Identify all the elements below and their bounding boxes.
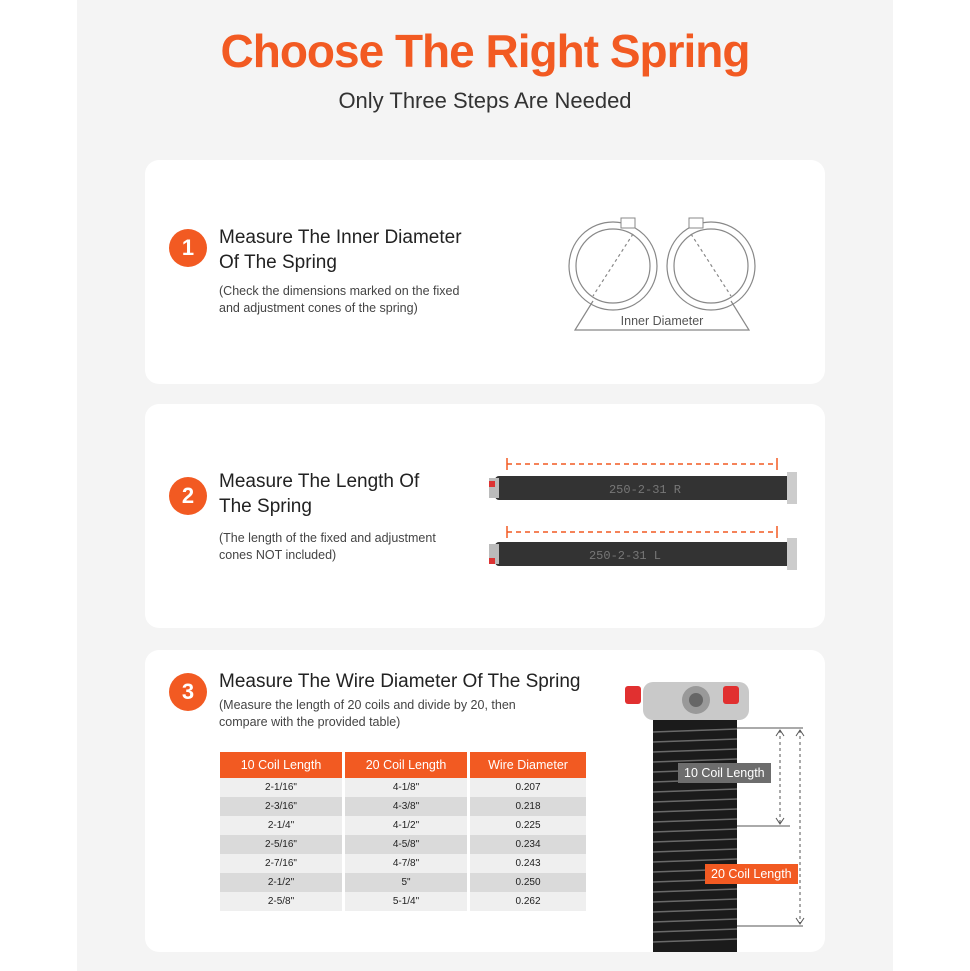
step-2-note-line2: cones NOT included) [219, 548, 337, 562]
table-cell: 2-5/8" [220, 892, 344, 911]
page-subtitle: Only Three Steps Are Needed [338, 88, 632, 113]
table-row [220, 816, 588, 835]
step-3-note [219, 697, 516, 731]
step-1-number: 1 [169, 229, 207, 267]
step-2-number: 2 [169, 477, 207, 515]
step-1-heading [219, 225, 462, 275]
table-row [220, 797, 588, 816]
ten-coil-length-label: 10 Coil Length [678, 763, 771, 783]
table-cell: 4-5/8" [344, 835, 469, 854]
table-cell: 2-5/16" [220, 835, 344, 854]
spring-r-label: 250-2-31 R [608, 483, 682, 497]
step-2-card [145, 404, 825, 628]
inner-diameter-diagram [563, 216, 763, 336]
step-2-note-line1: (The length of the fixed and adjustment [219, 531, 436, 545]
table-cell: 2-1/4" [220, 816, 344, 835]
table-row [220, 835, 588, 854]
step-2-heading-line2: The Spring [219, 496, 312, 517]
table-cell: 4-7/8" [344, 854, 469, 873]
table-cell: 0.250 [469, 873, 588, 892]
table-cell: 2-1/2" [220, 873, 344, 892]
table-cell: 0.234 [469, 835, 588, 854]
step-3-number: 3 [169, 673, 207, 711]
wire-diameter-table [220, 752, 589, 911]
table-row [220, 873, 588, 892]
step-1-heading-line2: Of The Spring [219, 252, 337, 273]
spring-length-diagram [485, 454, 805, 584]
step-3-note-line2: compare with the provided table) [219, 715, 401, 729]
table-header: 20 Coil Length [344, 752, 469, 778]
table-cell: 5" [344, 873, 469, 892]
table-row [220, 854, 588, 873]
table-row [220, 778, 588, 797]
table-cell: 0.262 [469, 892, 588, 911]
step-1-note-line2: and adjustment cones of the spring) [219, 301, 418, 315]
step-3-heading: Measure The Wire Diameter Of The Spring [219, 671, 581, 692]
table-cell: 4-1/2" [344, 816, 469, 835]
table-cell: 5-1/4" [344, 892, 469, 911]
table-header-row [220, 752, 588, 778]
table-cell: 4-1/8" [344, 778, 469, 797]
table-cell: 2-7/16" [220, 854, 344, 873]
step-3-note-line1: (Measure the length of 20 coils and divide by 20, then [219, 698, 516, 712]
table-header: Wire Diameter [469, 752, 588, 778]
table-cell: 2-3/16" [220, 797, 344, 816]
table-cell: 0.218 [469, 797, 588, 816]
step-1-heading-line1: Measure The Inner Diameter [219, 227, 462, 248]
table-cell: 4-3/8" [344, 797, 469, 816]
page-title: Choose The Right Spring [220, 25, 750, 77]
spring-l-label: 250-2-31 L [588, 549, 662, 563]
spring-coil-photo [615, 672, 815, 952]
step-1-note-line1: (Check the dimensions marked on the fixed [219, 284, 460, 298]
twenty-coil-length-label: 20 Coil Length [705, 864, 798, 884]
step-1-card [145, 160, 825, 384]
step-2-heading-line1: Measure The Length Of [219, 471, 420, 492]
table-cell: 0.225 [469, 816, 588, 835]
table-cell: 2-1/16" [220, 778, 344, 797]
table-cell: 0.207 [469, 778, 588, 797]
table-row [220, 892, 588, 911]
table-header: 10 Coil Length [220, 752, 344, 778]
step-3-card [145, 650, 825, 952]
inner-diameter-label: Inner Diameter [620, 314, 704, 328]
step-1-note [219, 283, 459, 317]
step-2-note [219, 530, 436, 564]
table-cell: 0.243 [469, 854, 588, 873]
step-2-heading [219, 469, 419, 519]
